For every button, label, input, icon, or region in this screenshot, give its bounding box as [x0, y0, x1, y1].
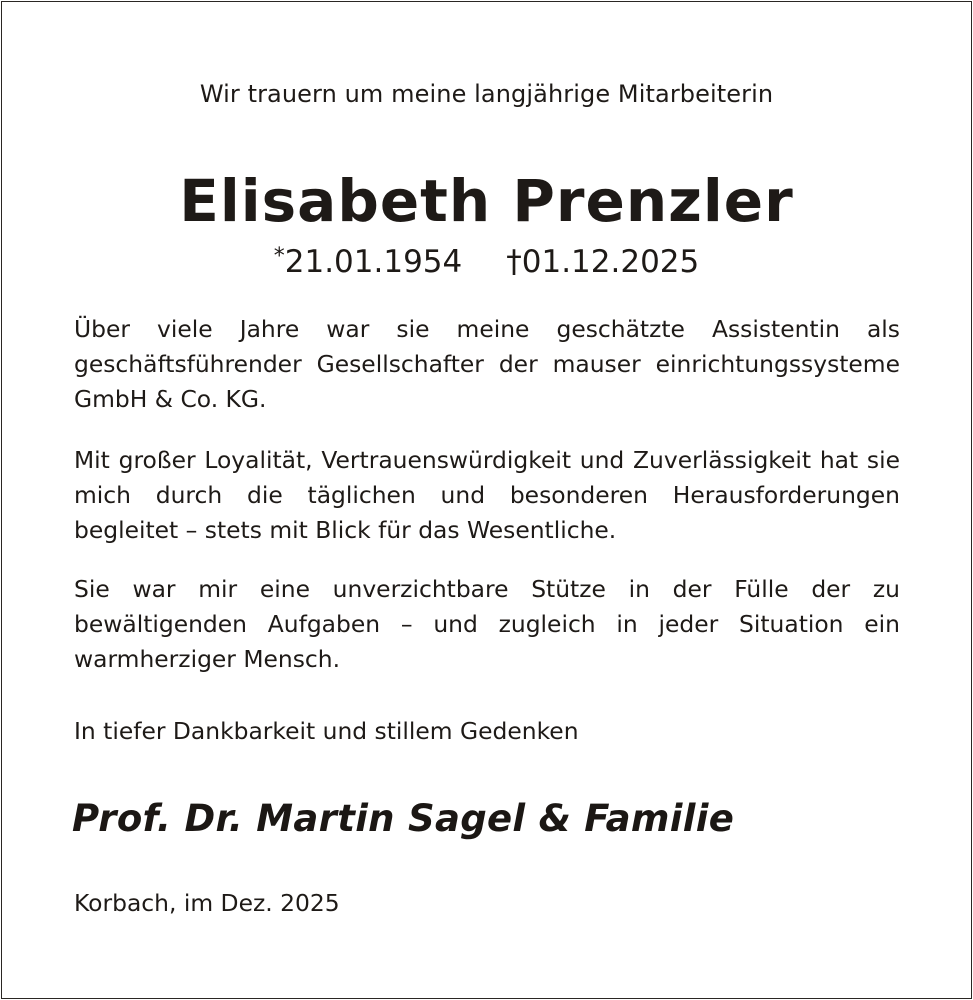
birth-date: 21.01.1954: [284, 244, 463, 280]
deceased-name: Elisabeth Prenzler: [179, 167, 794, 235]
death-date: 01.12.2025: [521, 244, 700, 280]
birth-symbol: *: [273, 244, 285, 269]
place-and-date: Korbach, im Dez. 2025: [74, 889, 340, 917]
signature: Prof. Dr. Martin Sagel & Familie: [72, 797, 735, 840]
death-symbol: †: [506, 244, 522, 280]
paragraph-gratitude: In tiefer Dankbarkeit und stillem Gedenken: [74, 717, 579, 745]
paragraph-assistant: Über viele Jahre war sie meine geschätzte Assistentin als geschäftsführender Gesellschafter der mauser einrichtungssysteme GmbH & Co. KG.: [74, 315, 900, 413]
paragraph-support: Sie war mir eine unverzichtbare Stütze in der Fülle der zu bewältigenden Aufgaben – und zugleich in jeder Situation ein warmherziger Mensch.: [74, 575, 900, 673]
paragraph-loyalty: Mit großer Loyalität, Vertrauenswürdigkeit und Zuverlässigkeit hat sie mich durch die täglichen und besonderen Herausforderungen begleitet – stets mit Blick für das Wesentliche.: [74, 446, 900, 544]
life-dates: [0, 236, 973, 283]
intro-line: Wir trauern um meine langjährige Mitarbeiterin: [199, 80, 774, 108]
